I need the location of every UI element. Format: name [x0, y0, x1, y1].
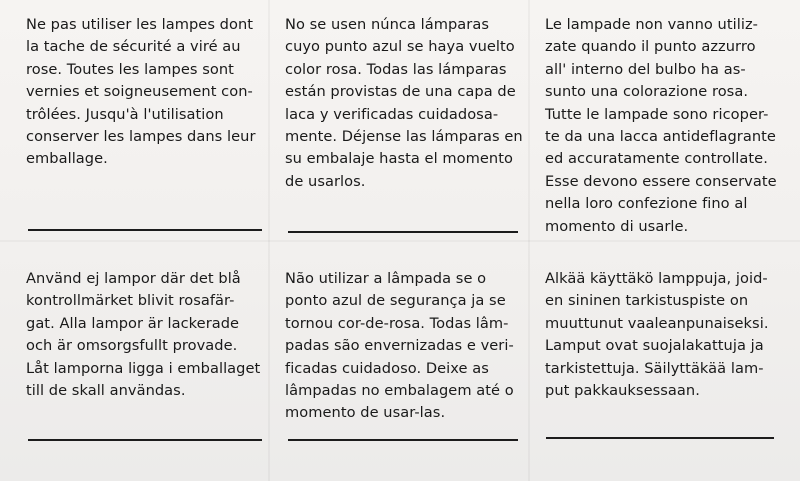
- text-line: Använd ej lampor där det blå: [26, 270, 241, 287]
- text-line: laca y verificadas cuidadosa-: [285, 105, 499, 123]
- paragraph-spanish: [285, 14, 535, 193]
- text-line: lâmpadas no embalagem até o: [285, 382, 514, 400]
- text-line: trôlées. Jusqu'à l'utilisation: [26, 105, 224, 123]
- text-line: och är omsorgsfullt provade.: [26, 337, 238, 355]
- text-line: Alkää käyttäkö lamppuja, joid-: [545, 270, 768, 287]
- text-line: padas são envernizadas e veri-: [285, 337, 514, 355]
- text-line: Lamput ovat suojalakattuja ja: [545, 337, 764, 355]
- text-line: muuttunut vaaleanpunaiseksi.: [545, 314, 769, 332]
- text-line: ed accuratamente controllate.: [545, 150, 768, 168]
- paragraph-portuguese: [285, 268, 535, 425]
- text-line: all' interno del bulbo ha as-: [545, 60, 746, 78]
- text-line: kontrollmärket blivit rosafär-: [26, 292, 235, 310]
- paragraph-finnish: [545, 268, 795, 402]
- text-line: zate quando il punto azzurro: [545, 38, 756, 56]
- text-block-italian: [545, 14, 795, 238]
- text-line: conserver les lampes dans leur: [26, 128, 256, 146]
- text-line: vernies et soigneusement con-: [26, 83, 253, 101]
- text-line: su embalaje hasta el momento: [285, 150, 513, 168]
- text-line: gat. Alla lampor är lackerade: [26, 314, 240, 332]
- text-line: Ne pas utiliser les lampes dont: [26, 16, 254, 33]
- divider-line-finnish: [546, 437, 774, 439]
- text-line: la tache de sécurité a viré au: [26, 38, 241, 56]
- paragraph-french: [26, 14, 276, 171]
- text-line: nella loro confezione fino al: [545, 195, 748, 213]
- divider-line-spanish: [288, 231, 518, 233]
- text-line: Le lampade non vanno utiliz-: [545, 16, 758, 33]
- text-line: tarkistettuja. Säilyttäkää lam-: [545, 359, 764, 377]
- text-block-swedish: [26, 268, 276, 402]
- text-line: mente. Déjense las lámparas en: [285, 128, 523, 146]
- text-line: emballage.: [26, 150, 108, 168]
- text-line: en sininen tarkistuspiste on: [545, 292, 749, 310]
- text-line: están provistas de una capa de: [285, 83, 516, 101]
- text-line: tornou cor-de-rosa. Todas lâm-: [285, 314, 509, 332]
- divider-line-french: [28, 229, 262, 231]
- text-line: Låt lamporna ligga i emballaget: [26, 359, 261, 377]
- text-line: No se usen núnca lámparas: [285, 16, 489, 33]
- divider-line-swedish: [28, 439, 262, 441]
- text-line: Tutte le lampade sono ricoper-: [545, 105, 769, 123]
- text-line: put pakkauksessaan.: [545, 382, 700, 400]
- text-block-spanish: [285, 14, 535, 193]
- fold-line-horizontal: [0, 240, 800, 242]
- text-line: ficadas cuidadoso. Deixe as: [285, 359, 489, 377]
- text-line: sunto una colorazione rosa.: [545, 83, 749, 101]
- paragraph-swedish: [26, 268, 276, 402]
- text-line: ponto azul de segurança ja se: [285, 292, 506, 310]
- text-line: te da una lacca antideflagrante: [545, 128, 776, 146]
- text-line: Não utilizar a lâmpada se o: [285, 270, 487, 287]
- text-line: rose. Toutes les lampes sont: [26, 60, 234, 78]
- divider-line-portuguese: [288, 439, 518, 441]
- text-line: de usarlos.: [285, 172, 366, 190]
- text-line: till de skall användas.: [26, 382, 186, 400]
- text-line: momento de usar-las.: [285, 404, 446, 422]
- text-block-portuguese: [285, 268, 535, 425]
- text-line: color rosa. Todas las lámparas: [285, 60, 507, 78]
- text-line: cuyo punto azul se haya vuelto: [285, 38, 515, 56]
- paragraph-italian: [545, 14, 795, 238]
- text-block-french: [26, 14, 276, 171]
- text-line: momento di usarle.: [545, 217, 689, 235]
- text-block-finnish: [545, 268, 795, 402]
- text-line: Esse devono essere conservate: [545, 172, 777, 190]
